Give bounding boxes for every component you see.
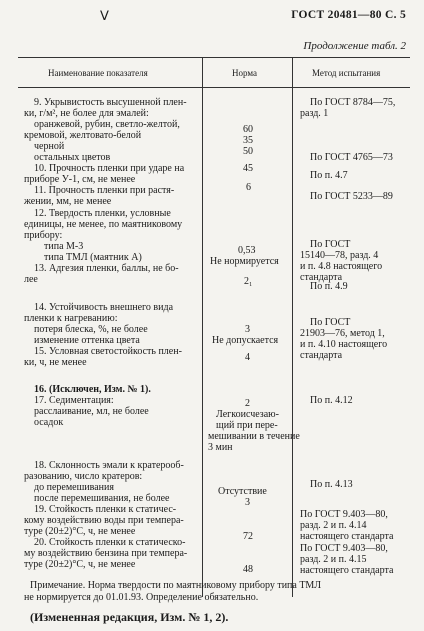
method-text-line: разд. 1	[300, 108, 329, 119]
indicator-text-line: пленки к нагреванию:	[24, 313, 118, 324]
indicator-text-line: ки, ч, не менее	[24, 357, 87, 368]
method-text-line: разд. 2 и п. 4.14	[300, 520, 367, 531]
norm-value: 0,53	[238, 245, 256, 256]
table-continuation-label: Продолжение табл. 2	[303, 40, 406, 52]
table-top-rule	[18, 57, 410, 58]
norm-value: Легкоисчезаю-	[216, 409, 279, 420]
method-text-line: По ГОСТ 8784—75,	[310, 97, 396, 108]
method-text-line: и п. 4.10 настоящего	[300, 339, 388, 350]
indicator-text-line: разованию, число кратеров:	[24, 471, 143, 482]
indicator-text-line: 10. Прочность пленки при ударе на	[34, 163, 185, 174]
method-text-line: разд. 2 и п. 4.15	[300, 554, 367, 565]
indicator-text-line: 11. Прочность пленки при растя-	[34, 185, 175, 196]
indicator-text-line: туре (20±2)°С, ч, не менее	[24, 559, 136, 570]
method-text-line: По ГОСТ	[310, 317, 351, 328]
method-text-line: По п. 4.13	[310, 479, 353, 490]
norm-value: 3 мин	[208, 442, 233, 453]
indicator-text-line: единицы, не менее, по маятниковому	[24, 219, 183, 230]
indicator-text-line: му воздействию бензина при темпера-	[24, 548, 188, 559]
indicator-text-line: туре (20±2)°С, ч, не менее	[24, 526, 136, 537]
norm-value: 4	[245, 352, 250, 363]
indicator-text-line: до перемешивания	[34, 482, 114, 493]
indicator-text-line: кремовой, желтовато-белой	[24, 130, 142, 141]
norm-value: 2₁	[244, 276, 253, 287]
indicator-text-line: 17. Седиментация:	[34, 395, 114, 406]
method-text-line: По ГОСТ 4765—73	[310, 152, 393, 163]
indicator-text-line: 9. Укрывистость высушенной плен-	[34, 97, 187, 108]
indicator-text-line: 15. Условная светостойкость плен-	[34, 346, 182, 357]
norm-value: Не допускается	[212, 335, 279, 346]
column-header-indicator: Наименование показателя	[48, 68, 148, 78]
indicator-text-line: кому воздействию воды при темпера-	[24, 515, 184, 526]
table-note-line-1: Примечание. Норма твердости по маятниковому прибору типа ТМЛ	[30, 580, 321, 591]
indicator-text-line: черной	[34, 141, 65, 152]
table-note-line-2: не нормируется до 01.01.93. Определение обязательно.	[24, 592, 259, 603]
indicator-text-line: 18. Склонность эмали к кратерооб-	[34, 460, 184, 471]
indicator-text-line: 19. Стойкость пленки к статичес-	[34, 504, 177, 515]
column-divider-1	[202, 57, 203, 597]
method-text-line: стандарта	[300, 272, 343, 283]
indicator-text-line: прибору:	[24, 230, 63, 241]
method-text-line: По ГОСТ 9.403—80,	[300, 543, 388, 554]
norm-value: 50	[243, 146, 253, 157]
method-text-line: По ГОСТ 9.403—80,	[300, 509, 388, 520]
indicator-text-line: ки, г/м², не более для эмалей:	[24, 108, 149, 119]
indicator-text-line: приборе У-1, см, не менее	[24, 174, 136, 185]
indicator-text-line: 13. Адгезия пленки, баллы, не бо-	[34, 263, 179, 274]
method-text-line: По п. 4.12	[310, 395, 353, 406]
indicator-text-line: оранжевой, рубин, светло-желтой,	[34, 119, 180, 130]
indicator-text-line: 16. (Исключен, Изм. № 1).	[34, 384, 151, 395]
method-text-line: 21903—76, метод 1,	[300, 328, 385, 339]
method-text-line: По п. 4.7	[310, 170, 348, 181]
amendment-note: (Измененная редакция, Изм. № 1, 2).	[30, 610, 229, 624]
indicator-text-line: остальных цветов	[34, 152, 111, 163]
norm-value: 60	[243, 124, 253, 135]
indicator-text-line: 14. Устойчивость внешнего вида	[34, 302, 174, 313]
column-divider-2	[292, 57, 293, 597]
method-text-line: 15140—78, разд. 4	[300, 250, 379, 261]
method-text-line: По ГОСТ 5233—89	[310, 191, 393, 202]
norm-value: 48	[243, 564, 253, 575]
norm-value: 45	[243, 163, 253, 174]
indicator-text-line: после перемешивания, не более	[34, 493, 170, 504]
page-header-title: ГОСТ 20481—80 С. 5	[291, 9, 406, 21]
norm-value: 72	[243, 531, 253, 542]
indicator-text-line: типа ТМЛ (маятник А)	[44, 252, 142, 263]
norm-value: мешивании в течение	[208, 431, 300, 442]
norm-value: 35	[243, 135, 253, 146]
method-text-line: По ГОСТ	[310, 239, 351, 250]
norm-value: щий при пере-	[216, 420, 278, 431]
norm-value: 3	[245, 324, 250, 335]
indicator-text-line: лее	[24, 274, 38, 285]
indicator-text-line: осадок	[34, 417, 64, 428]
indicator-text-line: 12. Твердость пленки, условные	[34, 208, 171, 219]
table-header-rule	[18, 87, 410, 88]
column-header-method: Метод испытания	[312, 68, 381, 78]
indicator-text-line: расслаивание, мл, не более	[34, 406, 149, 417]
column-header-norm: Норма	[232, 68, 257, 78]
norm-value: 2	[245, 398, 250, 409]
method-text-line: настоящего стандарта	[300, 565, 394, 576]
indicator-text-line: потеря блеска, %, не более	[34, 324, 148, 335]
norm-value: 3	[245, 497, 250, 508]
method-text-line: По п. 4.9	[310, 281, 348, 292]
method-text-line: настоящего стандарта	[300, 531, 394, 542]
method-text-line: стандарта	[300, 350, 343, 361]
norm-value: 6	[246, 182, 251, 193]
norm-value: Отсутствие	[218, 486, 267, 497]
indicator-text-line: типа М-3	[44, 241, 84, 252]
handwritten-check-mark: ᐯ	[100, 8, 109, 23]
method-text-line: и п. 4.8 настоящего	[300, 261, 383, 272]
indicator-text-line: изменение оттенка цвета	[34, 335, 140, 346]
indicator-text-line: жении, мм, не менее	[24, 196, 112, 207]
indicator-text-line: 20. Стойкость пленки к статическо-	[34, 537, 186, 548]
norm-value: Не нормируется	[210, 256, 279, 267]
